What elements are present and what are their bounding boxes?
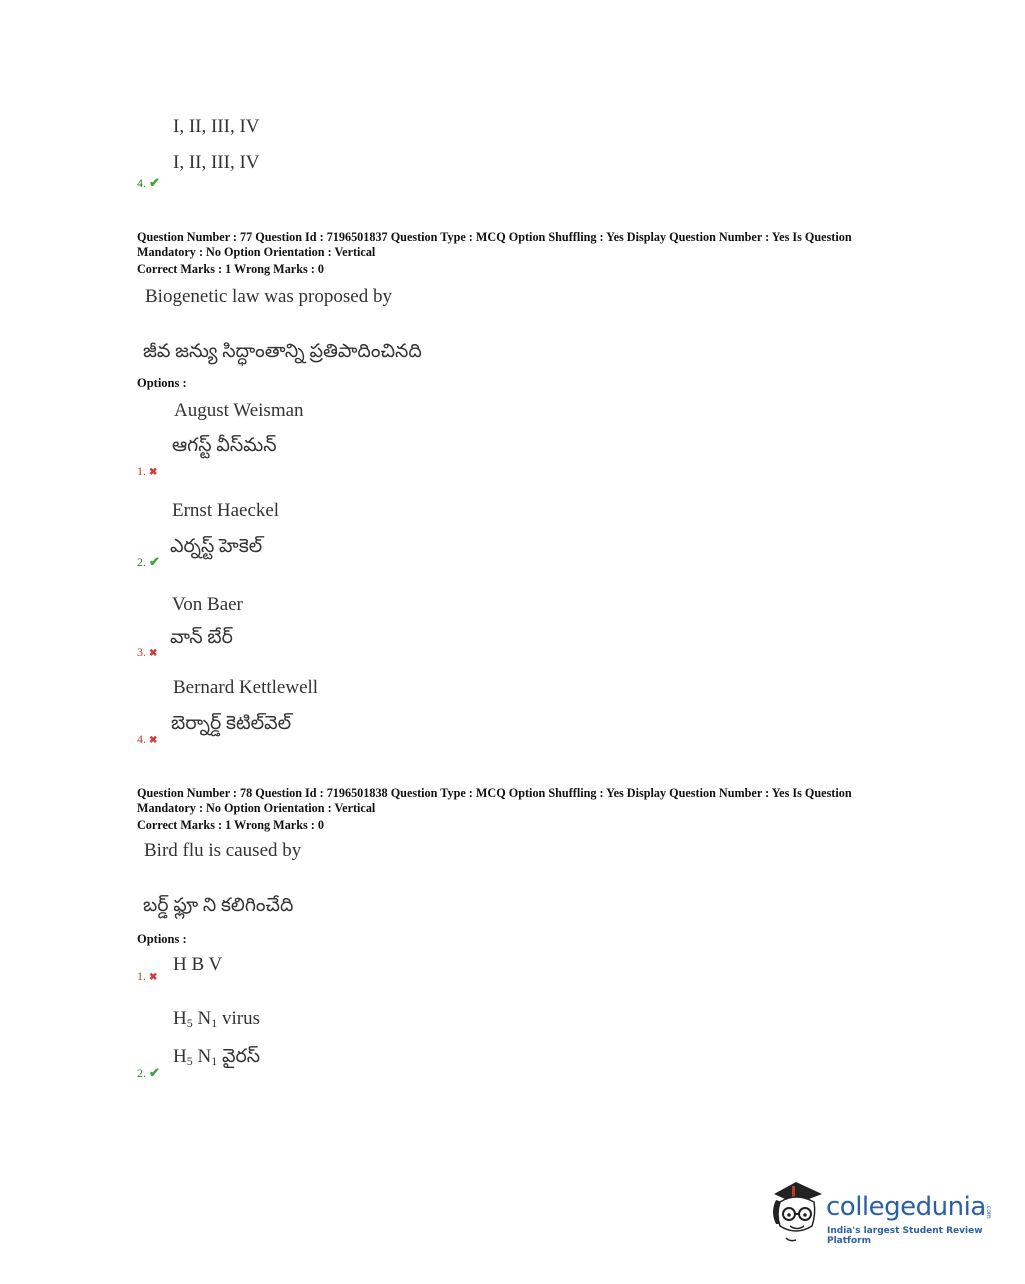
option-marker: [137, 1064, 160, 1082]
cross-icon: ✖: [149, 972, 158, 983]
check-icon: ✔: [149, 175, 160, 190]
collegedunia-logo: [766, 1178, 996, 1248]
question-meta-line: Question Number : 77 Question Id : 7196501837 Question Type : MCQ Option Shuffling : Yes Display Question Number : Yes Is Question: [137, 230, 852, 244]
formula-part: N: [192, 1046, 212, 1067]
option-text-en: Bernard Kettlewell: [173, 677, 319, 698]
option-number: 1.: [137, 464, 146, 478]
question-text-te: జీవ జన్యు సిద్ధాంతాన్ని ప్రతిపాదించినది: [143, 341, 422, 362]
option-text-en: August Weisman: [174, 400, 304, 421]
formula-subscript: 1: [211, 1016, 218, 1030]
cross-icon: ✖: [149, 735, 158, 746]
question-meta: [137, 786, 917, 833]
option-text-te: [173, 1046, 260, 1072]
cross-icon: ✖: [149, 467, 158, 478]
check-icon: ✔: [149, 1065, 160, 1080]
formula-subscript: 5: [186, 1054, 193, 1068]
option-number: 2.: [137, 555, 146, 569]
logo-wordmark: collegedunia: [826, 1192, 986, 1222]
option-text-te: ఎర్నస్ట్ హెకెల్: [170, 536, 263, 557]
question-marks: Correct Marks : 1 Wrong Marks : 0: [137, 262, 324, 276]
option-text-te: వాన్ బేర్: [170, 627, 233, 648]
question-text-en: Biogenetic law was proposed by: [145, 286, 392, 307]
option-number: 4.: [137, 176, 146, 190]
option-text-en: Ernst Haeckel: [172, 500, 280, 521]
question-meta-line: Mandatory : No Option Orientation : Vertical: [137, 245, 376, 259]
option-marker: [137, 967, 157, 985]
formula-part: H: [173, 1046, 187, 1067]
question-marks: Correct Marks : 1 Wrong Marks : 0: [137, 818, 324, 832]
logo-domain: .com: [985, 1204, 992, 1219]
option-text-en: [173, 1008, 260, 1031]
logo-tagline: India's largest Student Review Platform: [827, 1226, 983, 1246]
option-suffix-te: వైరస్: [217, 1046, 261, 1067]
option-number-4: [137, 174, 160, 192]
option-number: 3.: [137, 645, 146, 659]
option-number: 2.: [137, 1066, 146, 1080]
option-marker: [137, 643, 157, 661]
option-number: 1.: [137, 969, 146, 983]
option-text-en: H B V: [173, 954, 223, 975]
option-text-en: Von Baer: [172, 594, 243, 615]
option-marker: [137, 462, 157, 480]
question-text-te: బర్డ్ ఫ్లూ ని కలిగించేది: [143, 895, 294, 916]
option-text-te: ఆగస్ట్ వీస్‌మన్: [172, 435, 277, 456]
formula-part: N: [192, 1008, 212, 1029]
options-label: Options :: [137, 376, 187, 390]
option-marker: [137, 730, 157, 748]
question-meta: [137, 230, 917, 277]
option-text-te: బెర్నార్డ్ కెటిల్‌వెల్: [171, 713, 292, 734]
question-text-en: Bird flu is caused by: [144, 840, 302, 861]
formula-subscript: 5: [186, 1016, 193, 1030]
option-number: 4.: [137, 732, 146, 746]
student-mascot-icon: [766, 1178, 826, 1244]
question-meta-line: Mandatory : No Option Orientation : Vertical: [137, 801, 376, 815]
option-marker: [137, 553, 160, 571]
options-label: Options :: [137, 932, 187, 946]
formula-subscript: 1: [211, 1054, 218, 1068]
check-icon: ✔: [149, 554, 160, 569]
option-suffix-en: virus: [217, 1008, 260, 1029]
formula-part: H: [173, 1008, 187, 1029]
option-text: I, II, III, IV: [173, 152, 260, 173]
option-text: I, II, III, IV: [173, 116, 260, 137]
cross-icon: ✖: [149, 648, 158, 659]
question-meta-line: Question Number : 78 Question Id : 7196501838 Question Type : MCQ Option Shuffling : Yes Display Question Number : Yes Is Question: [137, 786, 852, 800]
